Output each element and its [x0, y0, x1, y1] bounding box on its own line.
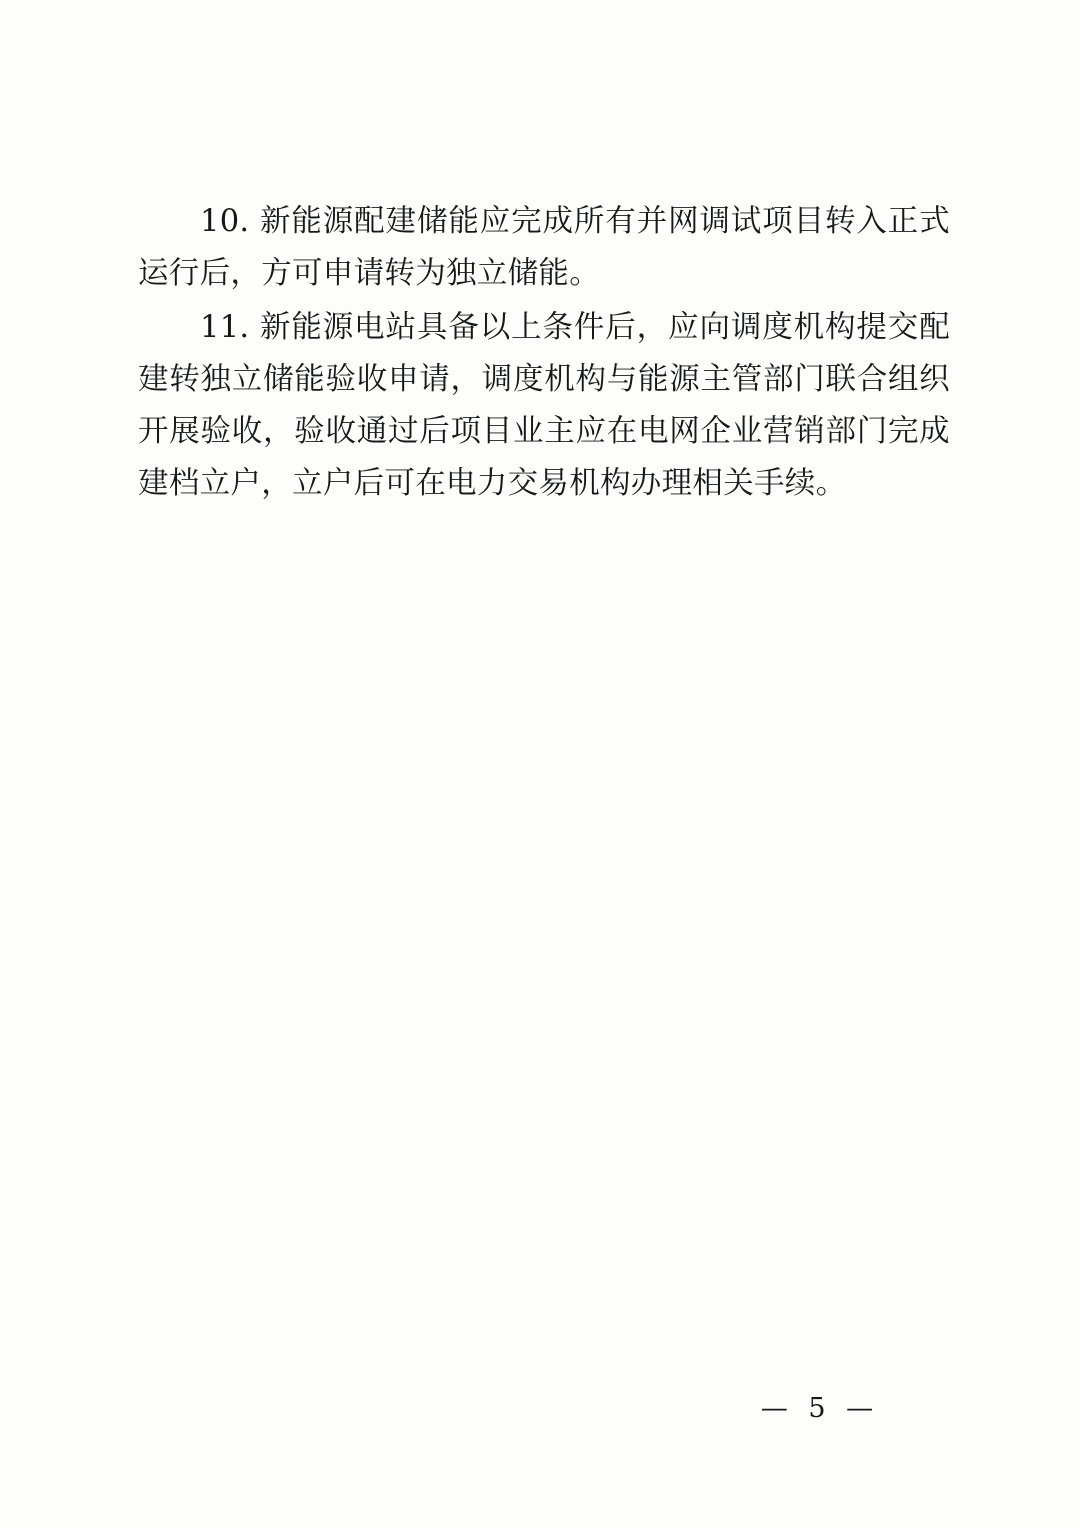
page-body	[138, 196, 950, 510]
paragraph-item-10: 10. 新能源配建储能应完成所有并网调试项目转入正式运行后，方可申请转为独立储能。	[138, 204, 950, 291]
paragraph-item-11: 11. 新能源电站具备以上条件后，应向调度机构提交配建转独立储能验收申请，调度机构与能源主管部门联合组织开展验收，验收通过后项目业主应在电网企业营销部门完成建档立户，立户后可在电力交易机构办理相关手续。	[138, 310, 950, 501]
page-footer	[0, 1393, 1080, 1424]
page-number: — 5 —	[760, 1393, 880, 1424]
